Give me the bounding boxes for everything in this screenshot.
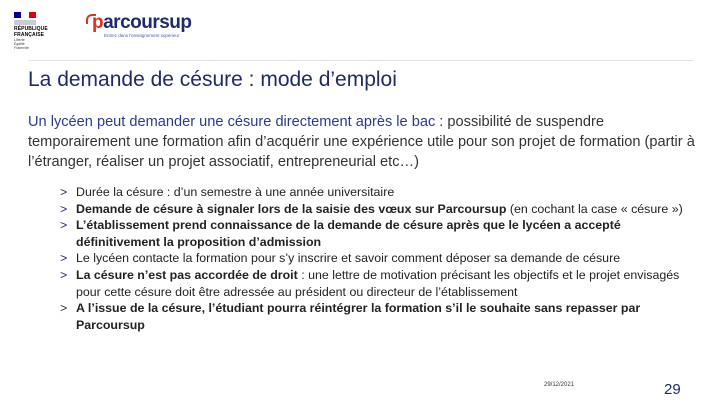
- bullet-item: [60, 267, 700, 300]
- page-number: 29: [664, 381, 681, 398]
- slide-date: 29/12/2021: [544, 382, 575, 388]
- header-divider: [28, 60, 694, 61]
- slide-title: La demande de césure : mode d’emploi: [28, 68, 397, 91]
- gov-logo-line2: FRANÇAISE: [14, 31, 45, 38]
- wordmark-prefix: p: [92, 12, 104, 33]
- chevron-right-icon: >: [60, 301, 68, 316]
- chevron-right-icon: >: [60, 251, 68, 266]
- parcoursup-tagline: Entrez dans l'enseignement supérieur: [104, 33, 180, 38]
- bullet-text: Le lycéen contacte la formation pour s’y inscrire et savoir comment déposer sa demande de césure: [76, 251, 621, 266]
- parcoursup-logo: [86, 12, 196, 40]
- parcoursup-wordmark: [92, 12, 192, 34]
- chevron-right-icon: >: [60, 267, 68, 282]
- bullet-text: (en cochant la case « césure »): [506, 201, 683, 216]
- gov-motto-1: Liberté: [14, 38, 25, 42]
- chevron-right-icon: >: [60, 218, 68, 233]
- bullet-item: [60, 201, 700, 218]
- bullet-item: [60, 184, 700, 201]
- wordmark-name: arcoursup: [103, 12, 192, 33]
- republique-francaise-logo: [14, 12, 62, 52]
- gov-motto-3: Fraternité: [14, 46, 29, 50]
- gov-logo-line1: RÉPUBLIQUE: [14, 26, 48, 32]
- intro-paragraph: [28, 112, 700, 172]
- bullet-item: [60, 217, 700, 250]
- bullet-item: [60, 300, 700, 333]
- french-flag-icon: [14, 12, 36, 18]
- intro-highlight: Un lycéen peut demander une césure directement après le bac: [28, 114, 436, 130]
- bullet-bold-text: Demande de césure à signaler lors de la saisie des vœux sur Parcoursup: [76, 201, 507, 216]
- intro-rest: : possibilité de suspendre temporairement une formation afin d’acquérir une expérience utile pour son projet de formation (partir à l’étranger, réaliser un projet associatif, entrepreneurial etc…): [28, 114, 695, 170]
- bullet-item: [60, 250, 700, 267]
- bullet-text: : une lettre de motivation précisant les objectifs et le projet envisagés pour cette césure doit être adressée au président ou directeur de l’établissement: [76, 267, 680, 299]
- bullet-text: Durée la césure : d’un semestre à une année universitaire: [76, 185, 395, 199]
- flag-blue-stripe: [14, 12, 21, 18]
- gov-motto-2: Égalité: [14, 42, 25, 46]
- chevron-right-icon: >: [60, 201, 68, 216]
- flag-red-stripe: [29, 12, 36, 18]
- bullet-bold-text: A l’issue de la césure, l’étudiant pourra réintégrer la formation s’il le souhaite sans repasser par Parcoursup: [76, 301, 641, 332]
- bullet-bold-text: L’établissement prend connaissance de la demande de césure après que le lycéen a accepté définitivement la proposition d’admission: [76, 218, 621, 249]
- bullet-bold-text: La césure n’est pas accordée de droit: [76, 267, 298, 282]
- flag-white-stripe: [21, 12, 28, 18]
- bullet-list: [60, 184, 700, 333]
- marianne-icon: [14, 20, 36, 25]
- chevron-right-icon: >: [60, 185, 68, 199]
